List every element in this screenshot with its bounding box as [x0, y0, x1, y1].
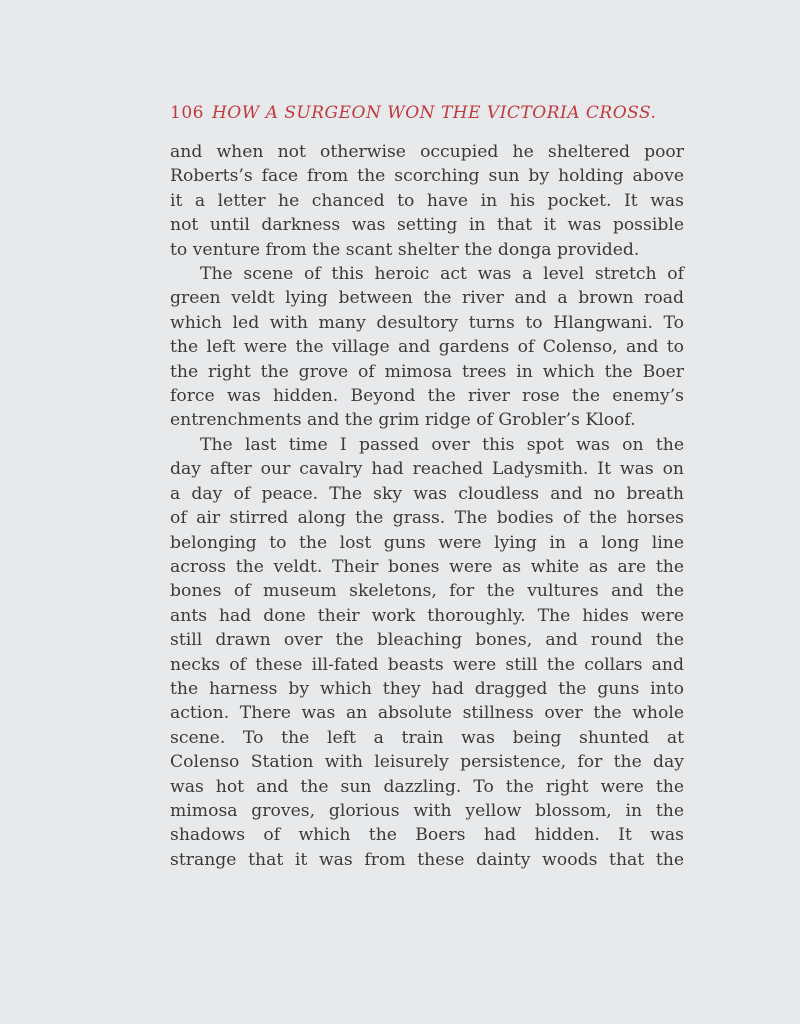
body-text — [170, 140, 684, 872]
text-line: strange that it was from these dainty woods that the — [170, 849, 684, 870]
text-line: force was hidden. Beyond the river rose the enemy’s — [170, 386, 684, 407]
text-line: mimosa groves, glorious with yellow blossom, in the — [170, 800, 684, 821]
text-line: and when not otherwise occupied he sheltered poor — [170, 142, 684, 162]
text-line: action. There was an absolute stillness over the whole — [170, 703, 684, 724]
text-line: was hot and the sun dazzling. To the right were the — [170, 776, 684, 797]
text-line: to venture from the scant shelter the donga provided. — [170, 239, 640, 260]
text-line: belonging to the lost guns were lying in a long line — [170, 532, 684, 553]
text-line: across the veldt. Their bones were as white as are the — [170, 556, 684, 577]
text-line: which led with many desultory turns to Hlangwani. To — [170, 312, 684, 333]
page-number: 106 — [170, 103, 204, 123]
text-line: Colenso Station with leisurely persistence, for the day — [170, 752, 684, 773]
text-line: The last time I passed over this spot was on the — [200, 434, 684, 455]
text-line: the left were the village and gardens of Colenso, and to — [170, 337, 684, 358]
text-line: still drawn over the bleaching bones, and round the — [170, 630, 684, 651]
text-line: it a letter he chanced to have in his pocket. It was — [170, 190, 684, 211]
text-line: shadows of which the Boers had hidden. It was — [170, 825, 684, 846]
running-title: HOW A SURGEON WON THE VICTORIA CROSS. — [211, 103, 657, 123]
text-line: a day of peace. The sky was cloudless and no breath — [170, 483, 684, 504]
text-line: day after our cavalry had reached Ladysmith. It was on — [170, 459, 684, 480]
text-line: scene. To the left a train was being shunted at — [170, 727, 684, 748]
text-line: The scene of this heroic act was a level stretch of — [200, 264, 684, 285]
text-line: necks of these ill-fated beasts were still the collars and — [170, 654, 684, 675]
text-line: ants had done their work thoroughly. The hides were — [170, 605, 684, 626]
text-line: green veldt lying between the river and a brown road — [170, 288, 684, 309]
running-head — [170, 103, 656, 123]
text-line: Roberts’s face from the scorching sun by holding above — [170, 166, 684, 187]
text-line: not until darkness was setting in that it was possible — [170, 215, 684, 236]
text-line: the harness by which they had dragged the guns into — [170, 678, 684, 699]
text-line: the right the grove of mimosa trees in which the Boer — [170, 361, 684, 382]
text-line: entrenchments and the grim ridge of Grobler’s Kloof. — [170, 410, 636, 431]
text-line: bones of museum skeletons, for the vultures and the — [170, 581, 684, 602]
text-line: of air stirred along the grass. The bodies of the horses — [170, 508, 684, 529]
